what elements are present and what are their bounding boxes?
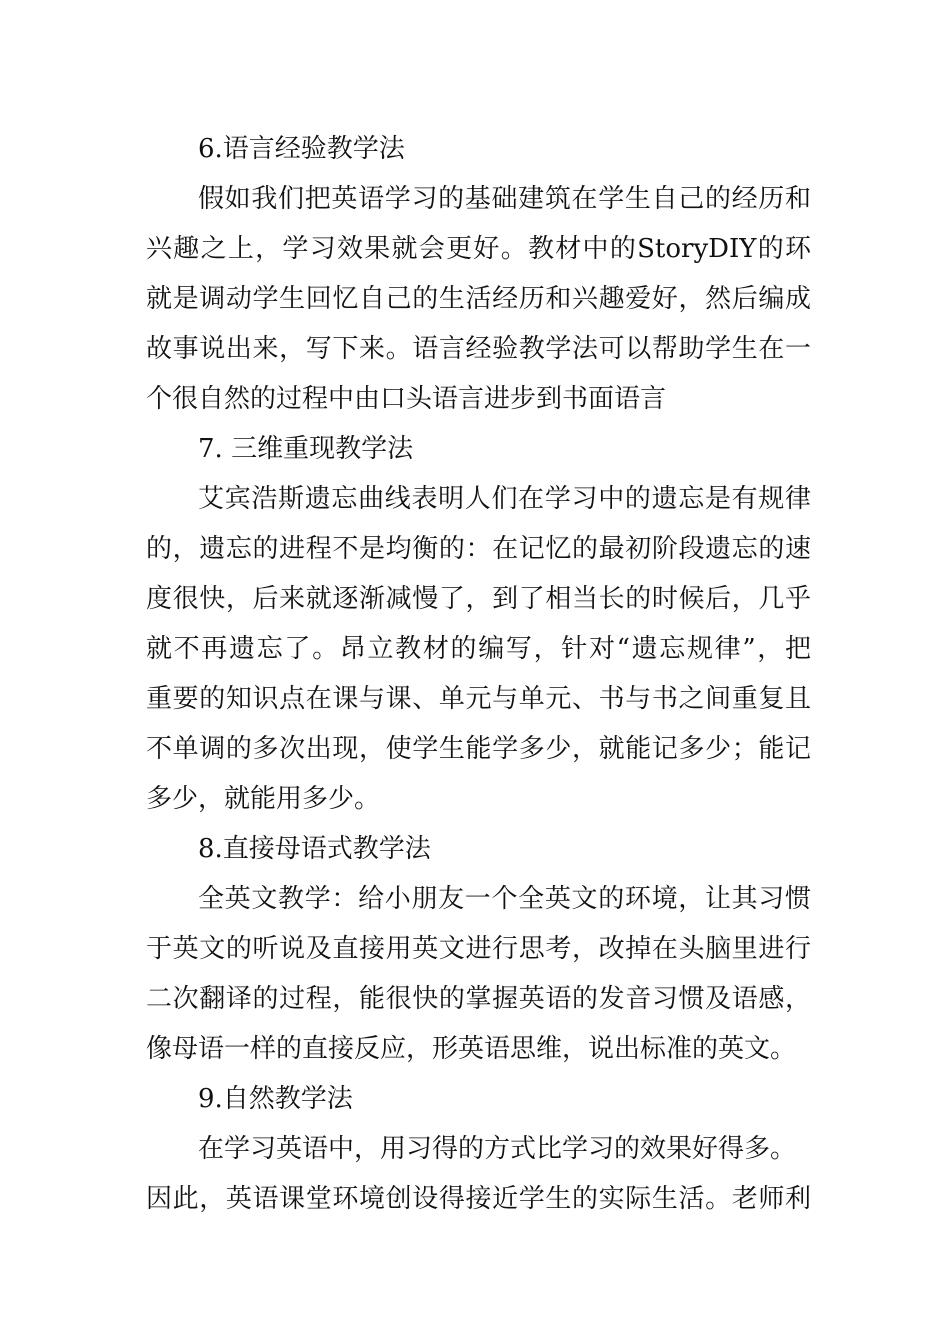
document-body (146, 124, 811, 1224)
text-line: 于英文的听说及直接用英文进行思考，改掉在头脑里进行 (146, 934, 811, 964)
text-line: 8.直接母语式教学法 (198, 834, 431, 864)
text-line: 故事说出来，写下来。语言经验教学法可以帮助学生在一 (146, 334, 811, 364)
text-line: 的，遗忘的进程不是均衡的：在记忆的最初阶段遗忘的速 (146, 534, 811, 564)
text-line: 兴趣之上，学习效果就会更好。教材中的StoryDIY的环 (146, 234, 811, 264)
text-line: 就不再遗忘了。昂立教材的编写，针对“遗忘规律”，把 (146, 634, 811, 664)
text-line: 6.语言经验教学法 (198, 134, 405, 164)
text-line: 多少，就能用多少。 (146, 784, 381, 814)
text-line: 在学习英语中，用习得的方式比学习的效果好得多。 (198, 1134, 797, 1164)
text-line: 全英文教学：给小朋友一个全英文的环境，让其习惯 (198, 884, 811, 914)
text-line: 就是调动学生回忆自己的生活经历和兴趣爱好，然后编成 (146, 284, 811, 314)
text-line: 假如我们把英语学习的基础建筑在学生自己的经历和 (198, 184, 811, 214)
text-line: 不单调的多次出现，使学生能学多少，就能记多少；能记 (146, 734, 811, 764)
text-line: 像母语一样的直接反应，形英语思维，说出标准的英文。 (146, 1034, 797, 1064)
text-line: 个很自然的过程中由口头语言进步到书面语言 (146, 384, 667, 414)
text-line: 二次翻译的过程，能很快的掌握英语的发音习惯及语感， (146, 984, 811, 1014)
text-line: 重要的知识点在课与课、单元与单元、书与书之间重复且 (146, 684, 811, 714)
text-line: 艾宾浩斯遗忘曲线表明人们在学习中的遗忘是有规律 (198, 484, 811, 514)
text-line: 度很快，后来就逐渐减慢了，到了相当长的时候后，几乎 (146, 584, 811, 614)
text-line: 9.自然教学法 (198, 1084, 353, 1114)
text-line: 因此，英语课堂环境创设得接近学生的实际生活。老师利 (146, 1184, 811, 1214)
text-line: 7. 三维重现教学法 (198, 434, 414, 464)
